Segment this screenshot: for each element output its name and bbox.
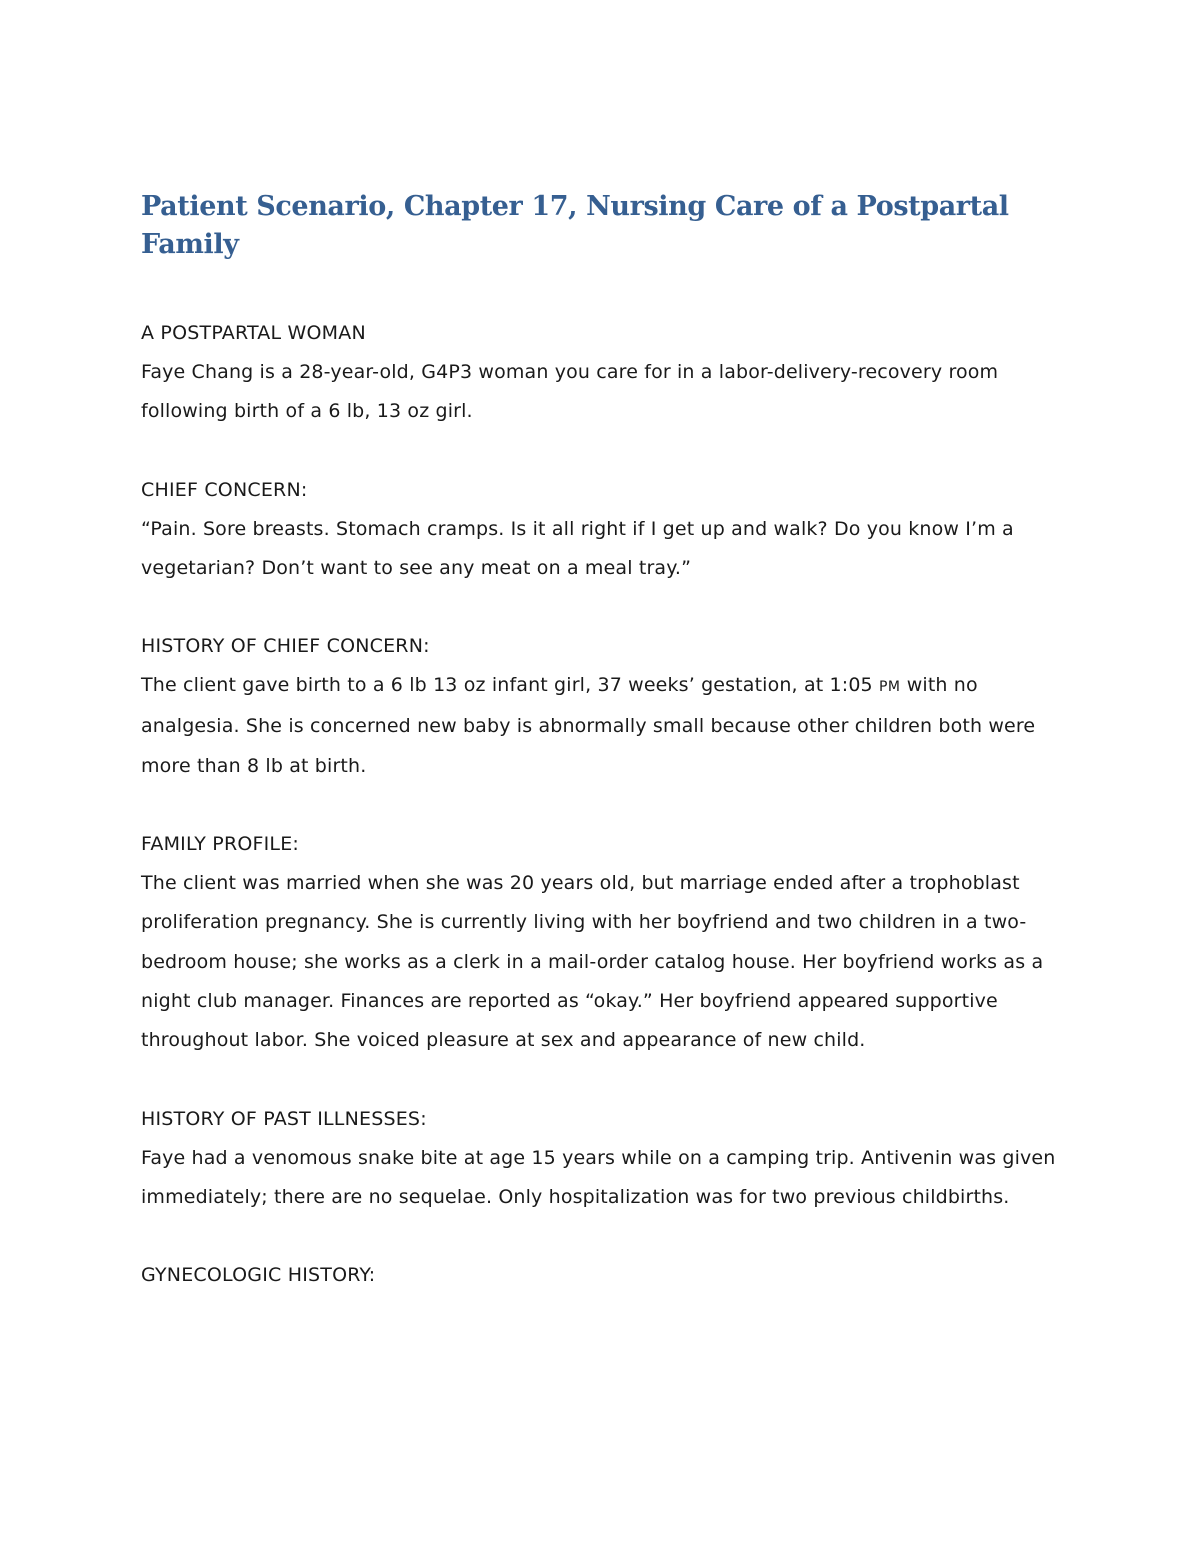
section-heading: HISTORY OF PAST ILLNESSES: — [141, 1107, 427, 1130]
section-history-of-chief-concern — [141, 627, 1066, 786]
section-heading: FAMILY PROFILE: — [141, 833, 300, 856]
time-suffix: PM — [878, 679, 901, 696]
section-body: Faye Chang is a 28-year-old, G4P3 woman you care for in a labor-delivery-recovery room following birth of a 6 lb, 13 oz girl. — [141, 361, 999, 423]
document-content — [141, 188, 1066, 1334]
section-heading: GYNECOLOGIC HISTORY: — [141, 1264, 376, 1287]
section-body: Faye had a venomous snake bite at age 15 years while on a camping trip. Antivenin was given immediately; there are no sequelae. Only hospitalization was for two previous childbirths. — [141, 1146, 1056, 1208]
section-heading: A POSTPARTAL WOMAN — [141, 322, 366, 344]
section-gynecologic-history — [141, 1256, 1066, 1295]
section-body-text: The client gave birth to a 6 lb 13 oz infant girl, 37 weeks’ gestation, at 1:05 — [141, 674, 879, 697]
section-body-text: with no analgesia. She is concerned new baby is abnormally small because other children both were more than 8 lb at birth. — [141, 674, 1036, 777]
section-postpartal-woman — [141, 314, 1066, 432]
section-body: The client was married when she was 20 years old, but marriage ended after a trophoblast proliferation pregnancy. She is currently living with her boyfriend and two children in a two-bedroom house; she works as a clerk in a mail-order catalog house. Her boyfriend works as a night club manager. Finances are reported as “okay.” Her boyfriend appeared supportive throughout labor. She voiced pleasure at sex and appearance of new child. — [141, 872, 1044, 1052]
section-heading: HISTORY OF CHIEF CONCERN: — [141, 635, 430, 658]
section-body — [141, 666, 1066, 786]
section-body: “Pain. Sore breasts. Stomach cramps. Is it all right if I get up and walk? Do you know I’m a vegetarian? Don’t want to see any meat on a meal tray.” — [141, 517, 1014, 579]
section-family-profile — [141, 825, 1066, 1060]
section-chief-concern — [141, 471, 1066, 589]
section-heading: CHIEF CONCERN: — [141, 478, 308, 501]
section-history-of-past-illnesses — [141, 1100, 1066, 1218]
document-title: Patient Scenario, Chapter 17, Nursing Care of a Postpartal Family — [141, 191, 1009, 260]
